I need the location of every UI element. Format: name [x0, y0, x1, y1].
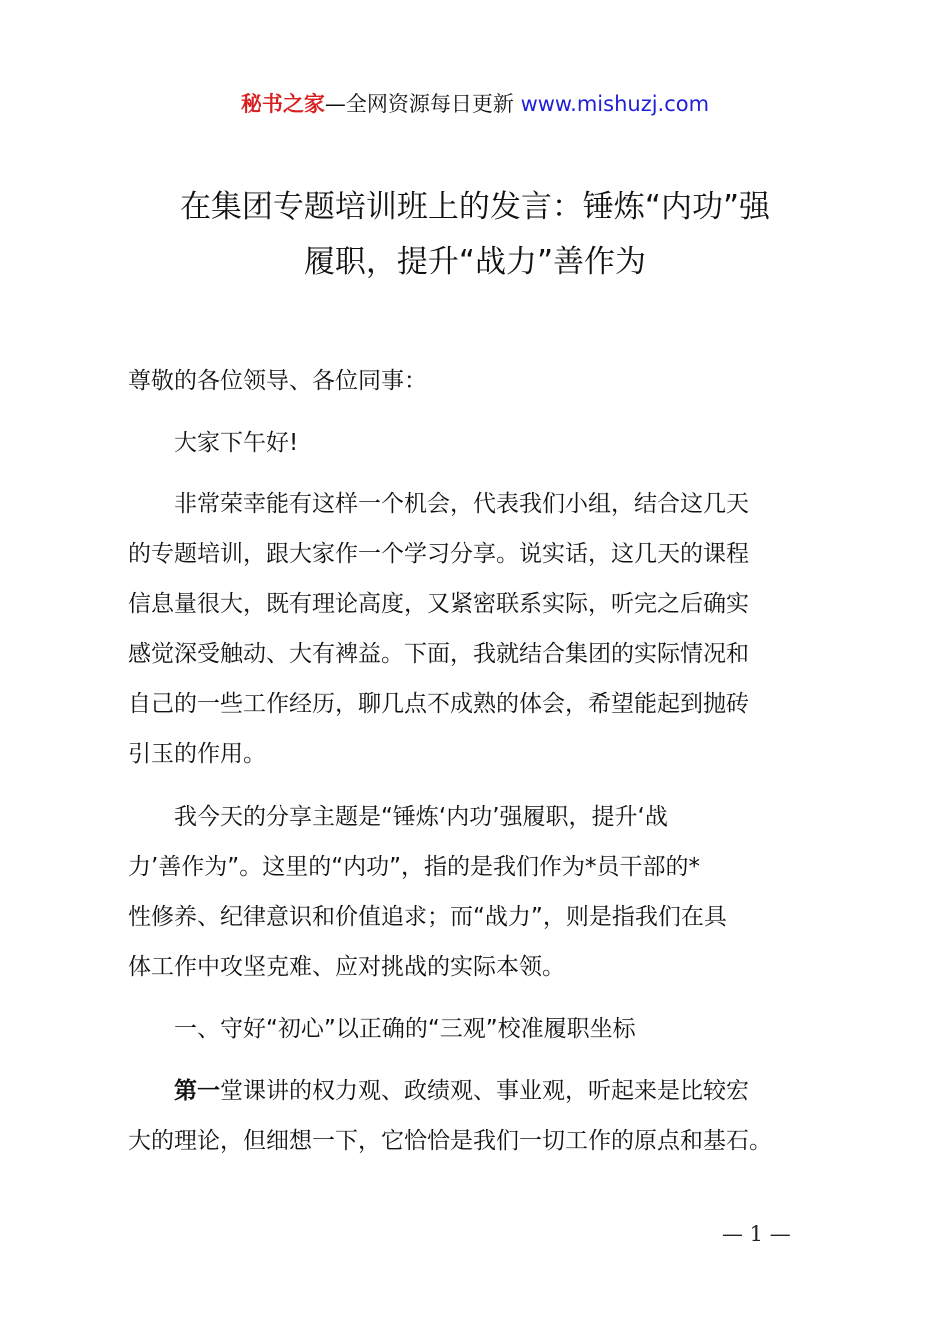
salutation: [128, 356, 833, 406]
paragraph-line: 的专题培训，跟大家作一个学习分享。说实话，这几天的课程: [128, 541, 749, 567]
paragraph-line: 力’善作为”。这里的“内功”，指的是我们作为*员干部的*: [128, 854, 701, 880]
header-tagline: —全网资源每日更新: [324, 92, 521, 116]
section-heading-text: 一、守好“初心”以正确的“三观”校准履职坐标: [174, 1016, 636, 1042]
paragraph-line: [128, 1066, 833, 1116]
paragraph-line: 非常荣幸能有这样一个机会，代表我们小组，结合这几天: [174, 491, 749, 517]
paragraph-2: [128, 792, 833, 992]
paragraph-line: 大的理论，但细想一下，它恰恰是我们一切工作的原点和基石。: [128, 1128, 772, 1154]
title-line-2: 履职，提升“战力”善作为: [303, 244, 647, 280]
paragraph-line-rest: 堂课讲的权力观、政绩观、事业观，听起来是比较宏: [220, 1078, 749, 1104]
paragraph-line: 性修养、纪律意识和价值追求；而“战力”，则是指我们在具: [128, 904, 727, 930]
greeting-text: 大家下午好!: [174, 430, 299, 456]
page-number: — 1 —: [722, 1222, 791, 1246]
paragraph-line: 我今天的分享主题是“锤炼‘内功’强履职，提升‘战: [174, 804, 668, 830]
paragraph-line: 信息量很大，既有理论高度，又紧密联系实际，听完之后确实: [128, 591, 749, 617]
document-title: [100, 180, 850, 290]
paragraph-3: [128, 1066, 833, 1166]
brand-name: 秘书之家: [240, 92, 325, 116]
section-heading-1: [128, 1004, 833, 1054]
site-url-link[interactable]: www.mishuzj.com: [520, 92, 710, 116]
title-line-1: 在集团专题培训班上的发言：锤炼“内功”强: [179, 189, 771, 225]
salutation-text: 尊敬的各位领导、各位同事：: [128, 368, 427, 394]
paragraph-1: [128, 479, 833, 779]
paragraph-line: 体工作中攻坚克难、应对挑战的实际本领。: [128, 954, 565, 980]
greeting: [128, 418, 833, 468]
site-header: [0, 88, 950, 120]
paragraph-line: 自己的一些工作经历，聊几点不成熟的体会，希望能起到抛砖: [128, 691, 749, 717]
paragraph-line: 引玉的作用。: [128, 741, 266, 767]
paragraph-line: 感觉深受触动、大有裨益。下面，我就结合集团的实际情况和: [128, 641, 749, 667]
bold-lead: 第一: [174, 1078, 220, 1104]
